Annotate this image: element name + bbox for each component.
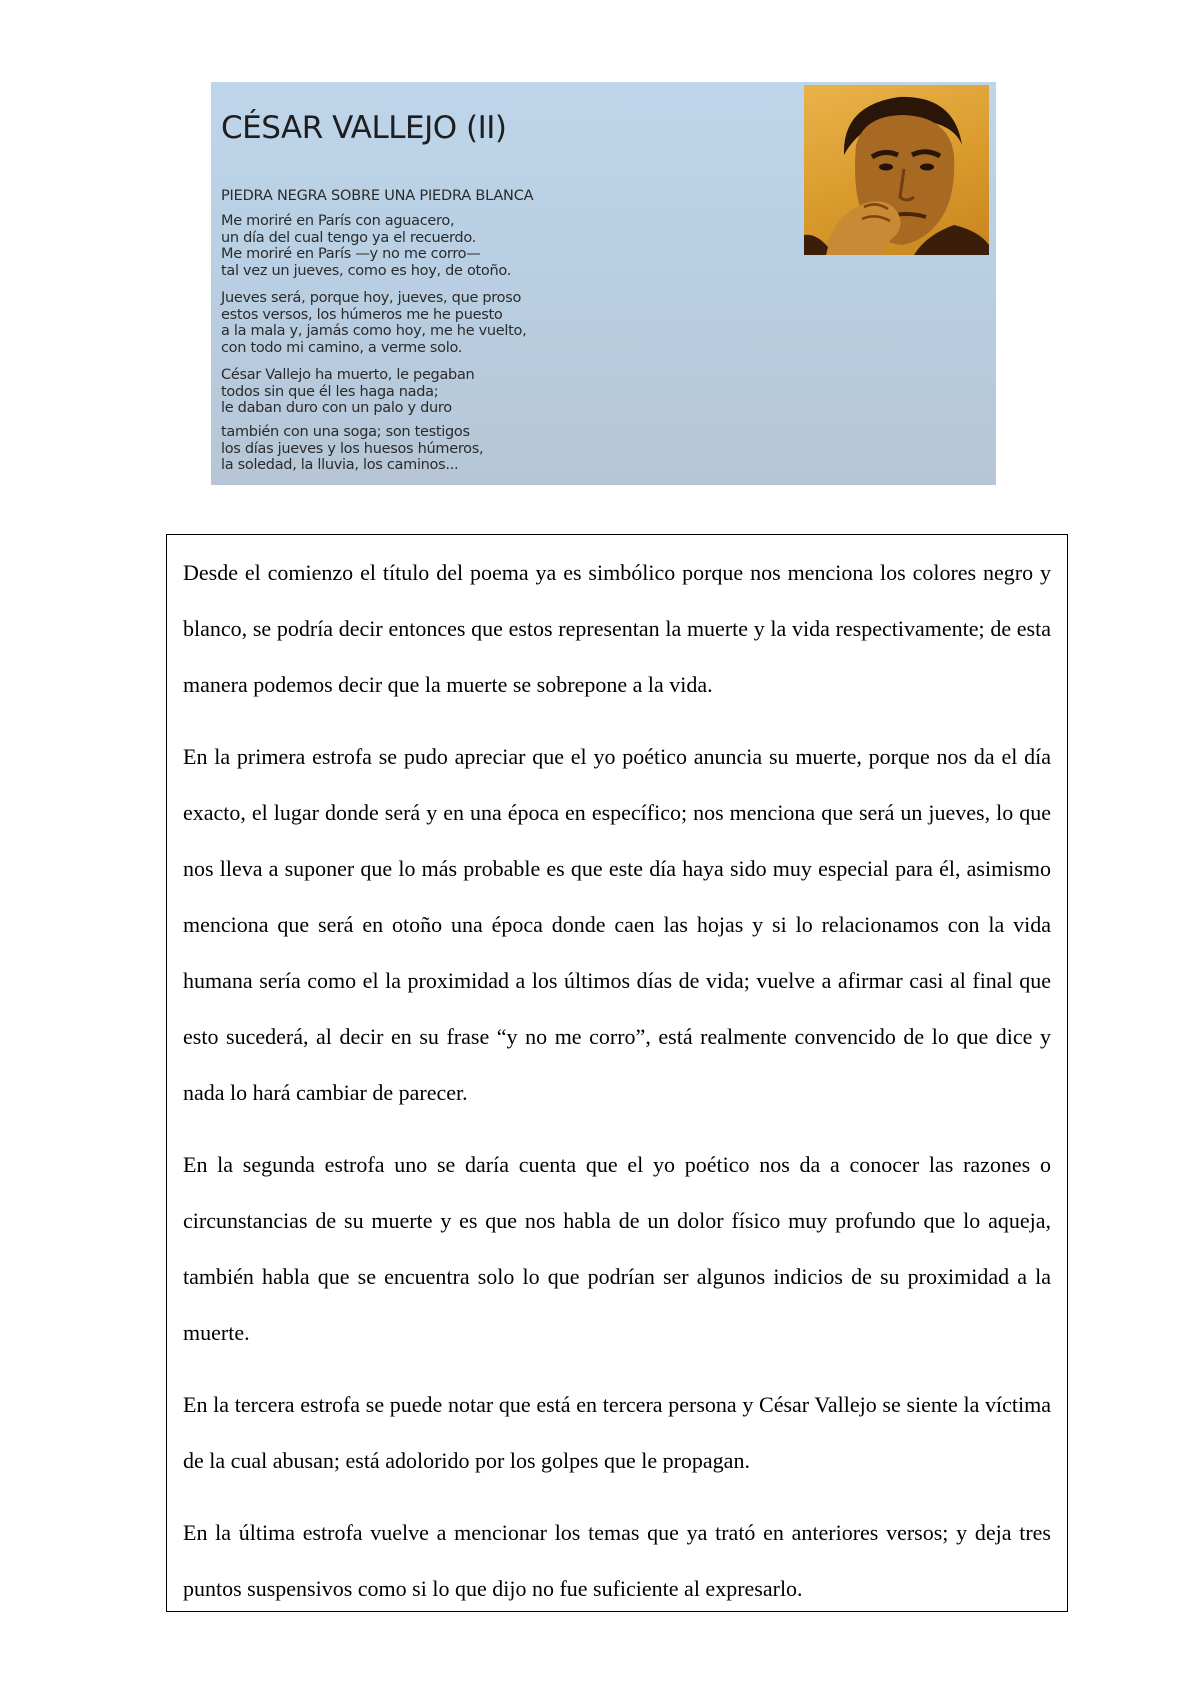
verse: con todo mi camino, a verme solo. bbox=[221, 339, 463, 356]
verse: le daban duro con un palo y duro bbox=[221, 400, 452, 416]
verse: César Vallejo ha muerto, le pegaban bbox=[221, 367, 475, 383]
portrait-illustration bbox=[804, 85, 989, 255]
paragraph: En la tercera estrofa se puede notar que está en tercera persona y César Vallejo se siente la víctima de la cual abusan; está adolorido por los golpes que le propagan. bbox=[183, 1392, 1051, 1473]
verse: tal vez un jueves, como es hoy, de otoño. bbox=[221, 262, 512, 279]
stanza-2 bbox=[221, 290, 526, 356]
paragraph: En la última estrofa vuelve a mencionar los temas que ya trató en anteriores versos; y deja tres puntos suspensivos como si lo que dijo no fue suficiente al expresarlo. bbox=[183, 1520, 1051, 1601]
paragraph: Desde el comienzo el título del poema ya es simbólico porque nos menciona los colores negro y blanco, se podría decir entonces que estos representan la muerte y la vida respectivamente; de esta manera podemos decir que la muerte se sobrepone a la vida. bbox=[183, 560, 1051, 697]
analysis-text-box bbox=[166, 534, 1068, 1612]
verse: un día del cual tengo ya el recuerdo. bbox=[221, 229, 476, 246]
stanza-1 bbox=[221, 213, 511, 279]
poem-title: PIEDRA NEGRA SOBRE UNA PIEDRA BLANCA bbox=[221, 188, 534, 204]
poem-slide-image bbox=[211, 82, 996, 485]
stanza-4 bbox=[221, 424, 483, 474]
slide-title: CÉSAR VALLEJO (II) bbox=[221, 110, 507, 146]
verse: Me moriré en París con aguacero, bbox=[221, 213, 455, 229]
analysis-paragraphs bbox=[183, 545, 1051, 1633]
verse: a la mala y, jamás como hoy, me he vuelto, bbox=[221, 323, 527, 339]
paragraph: En la primera estrofa se pudo apreciar que el yo poético anuncia su muerte, porque nos da el día exacto, el lugar donde será y en una época en específico; nos menciona que será un jueves, lo que nos lleva a suponer que lo más probable es que este día haya sido muy especial para él, asimismo menciona que será en otoño una época donde caen las hojas y si lo relacionamos con la vida humana sería como el la proximidad a los últimos días de vida; vuelve a afirmar casi al final que esto sucederá, al decir en su frase “y no me corro”, está realmente convencido de lo que dice y nada lo hará cambiar de parecer. bbox=[183, 744, 1051, 1105]
verse: los días jueves y los huesos húmeros, bbox=[221, 440, 484, 457]
verse: todos sin que él les haga nada; bbox=[221, 383, 439, 400]
stanza-3 bbox=[221, 367, 474, 417]
paragraph: En la segunda estrofa uno se daría cuenta que el yo poético nos da a conocer las razones o circunstancias de su muerte y es que nos habla de un dolor físico muy profundo que lo aqueja, también habla que se encuentra solo lo que podrían ser algunos indicios de su proximidad a la muerte. bbox=[183, 1152, 1051, 1345]
author-portrait bbox=[804, 85, 989, 255]
verse: Me moriré en París —y no me corro— bbox=[221, 246, 481, 262]
verse: la soledad, la lluvia, los caminos... bbox=[221, 457, 459, 473]
verse: también con una soga; son testigos bbox=[221, 424, 470, 440]
verse: estos versos, los húmeros me he puesto bbox=[221, 306, 503, 323]
verse: Jueves será, porque hoy, jueves, que proso bbox=[221, 290, 522, 306]
